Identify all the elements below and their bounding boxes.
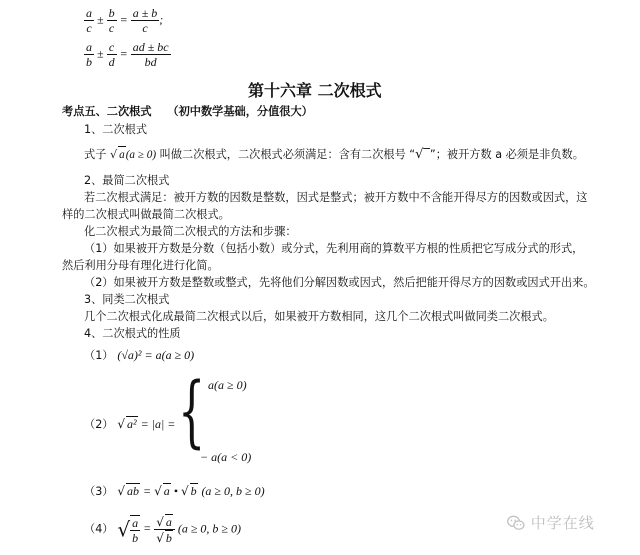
property-2-case-2: − a(a < 0) [200, 450, 252, 464]
s1-text: 式子 √ a(a ≥ 0) 叫做二次根式，二次根式必须满足：含有二次根号 “√‾”；被开方数 a 必须是非负数。 [84, 147, 584, 162]
property-2-case-1: a(a ≥ 0) [208, 378, 247, 392]
fraction-formula-2: $\frac{a}{b}$ ± $\frac{c}{d}$ = $\frac{ad \pm bc}{bd}$ [86, 40, 169, 69]
piecewise-brace: { [178, 367, 206, 457]
sqrt-symbol: √‾ [415, 147, 430, 162]
property-2: （2） √ a² = |a| = [84, 417, 176, 431]
s2-line5: 然后利用分母有理化进行化简。 [62, 259, 219, 272]
section-heading-note: （初中数学基础，分值很大） [167, 105, 313, 118]
sqrt-a-expr: √ a(a ≥ 0) [109, 148, 157, 161]
s1-title: 1、二次根式 [84, 123, 148, 136]
s3-text: 几个二次根式化成最简二次根式以后，如果被开方数相同，这几个二次根式叫做同类二次根式。 [84, 310, 554, 323]
property-1: （1） (√a)² = a(a ≥ 0) [84, 348, 195, 362]
section-heading [62, 104, 313, 120]
watermark-text: 中学在线 [530, 514, 595, 532]
property-4: （4） √ $\frac{a}{b}$ = $\frac{√ a}{√ b}$ (a ≥ 0, b ≥ 0) [84, 515, 242, 545]
s3-title: 3、同类二次根式 [84, 293, 170, 306]
watermark [506, 512, 595, 533]
s2-line3: 化二次根式为最简二次根式的方法和步骤： [84, 225, 297, 238]
section-heading-text: 考点五、二次根式 [62, 105, 152, 118]
s2-line4: （1）如果被开方数是分数（包括小数）或分式，先利用商的算数平方根的性质把它写成分式的形式， [84, 242, 584, 255]
property-3: （3） √ ab = √ a • √ b (a ≥ 0, b ≥ 0) [84, 484, 265, 498]
s4-title: 4、二次根式的性质 [84, 327, 181, 340]
s2-line2: 样的二次根式叫做最简二次根式。 [62, 208, 230, 221]
s2-line6: （2）如果被开方数是整数或整式，先将他们分解因数或因式，然后把能开得尽方的因数或因式开出来。 [84, 276, 595, 289]
s2-title: 2、最简二次根式 [84, 174, 170, 187]
s2-line1: 若二次根式满足：被开方数的因数是整数，因式是整式；被开方数中不含能开得尽方的因数或因式，这 [84, 191, 588, 204]
fraction-formula-1: $\frac{a}{c}$ ± $\frac{b}{c}$ = $\frac{a \pm b}{c}$ ; [86, 6, 164, 35]
wechat-icon [506, 513, 526, 533]
chapter-title: 第十六章 二次根式 [248, 81, 382, 100]
